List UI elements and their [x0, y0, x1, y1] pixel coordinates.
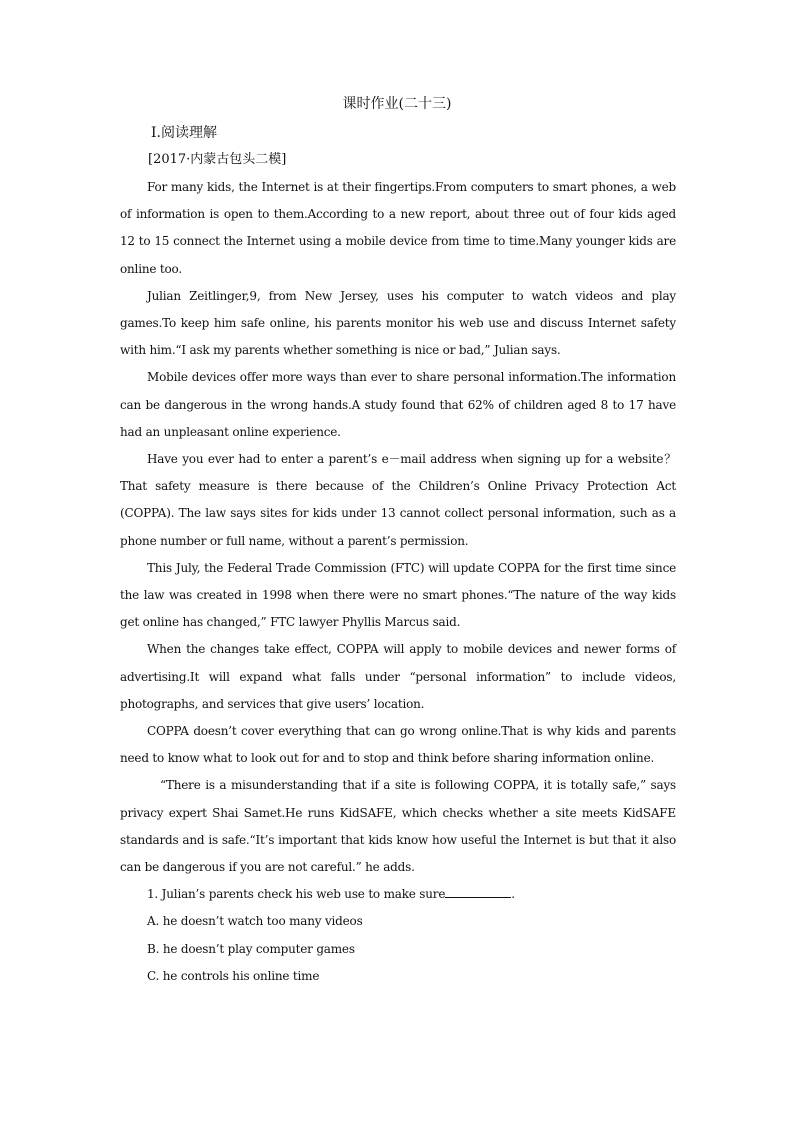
paragraph-7: COPPA doesn’t cover everything that can go wrong online.That is why kids and parents need to know what to look out for and to stop and think before sharing information online. [120, 724, 676, 766]
question-1 [120, 881, 676, 908]
passage [120, 174, 676, 990]
source-label: [2017·内蒙古包头二模] [148, 152, 287, 167]
question-stem: 1. Julian’s parents check his web use to make sure [147, 887, 446, 902]
question-end: . [511, 887, 515, 902]
option-c: C. he controls his online time [147, 968, 320, 983]
option-b: B. he doesn’t play computer games [147, 941, 355, 956]
paragraph-2: Julian Zeitlinger,9, from New Jersey, uses his computer to watch videos and play games.To keep him safe online, his parents monitor his web use and discuss Internet safety with him.“I ask my parents whether something is nice or bad,” Julian says. [120, 288, 676, 358]
paragraph-6: When the changes take effect, COPPA will apply to mobile devices and newer forms of advertising.It will expand what falls under “personal information” to include videos, photographs, and services that give users’ location. [120, 642, 676, 711]
paragraph-5: This July, the Federal Trade Commission (FTC) will update COPPA for the first time since the law was created in 1998 when there were no smart phones.“The nature of the way kids get online has changed,” FTC lawyer Phyllis Marcus said. [120, 560, 676, 630]
paragraph-1: For many kids, the Internet is at their fingertips.From computers to smart phones, a web of information is open to them.According to a new report, about three out of four kids aged 12 to 15 connect the Internet using a mobile device from time to time.Many younger kids are online too. [120, 180, 676, 276]
paragraph-4: Have you ever had to enter a parent’s e－mail address when signing up for a website？That safety measure is there because of the Children’s Online Privacy Protection Act (COPPA). The law says sites for kids under 13 cannot collect personal information, such as a phone number or full name, without a parent’s permission. [120, 452, 676, 548]
answer-blank [445, 885, 511, 898]
option-a: A. he doesn’t watch too many videos [147, 914, 363, 929]
page-title: 课时作业(二十三) [342, 96, 452, 112]
section-heading: Ⅰ.阅读理解 [151, 125, 217, 141]
paragraph-8: “There is a misunderstanding that if a site is following COPPA, it is totally safe,” says privacy expert Shai Samet.He runs KidSAFE, which checks whether a site meets KidSAFE standards and is safe.“It’s important that kids know how useful the Internet is but that it also can be dangerous if you are not careful.” he adds. [120, 778, 676, 875]
paragraph-3: Mobile devices offer more ways than ever to share personal information.The information can be dangerous in the wrong hands.A study found that 62% of children aged 8 to 17 have had an unpleasant online experience. [120, 370, 676, 439]
